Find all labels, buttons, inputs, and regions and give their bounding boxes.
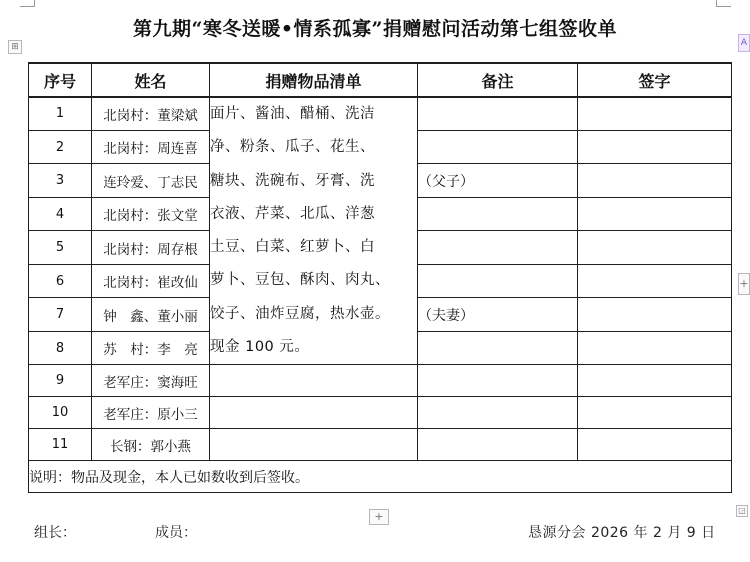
row-note[interactable] [418, 130, 578, 163]
row-signature-cell[interactable] [578, 97, 732, 130]
row-note[interactable]: （父子） [418, 164, 578, 197]
row-signature-cell[interactable] [578, 197, 732, 230]
items-line: 衣液、芹菜、北瓜、洋葱 [210, 205, 375, 222]
row-seq: 4 [29, 197, 92, 230]
row-signature-cell[interactable] [578, 164, 732, 197]
items-line: 糖块、洗碗布、牙膏、洗 [210, 172, 375, 189]
row-signature-cell[interactable] [578, 331, 732, 364]
add-column-plus-icon[interactable]: + [738, 273, 750, 295]
donation-items-cell [210, 97, 418, 365]
members-label: 成员： [155, 525, 197, 541]
explanation-note: 说明：物品及现金，本人已如数收到后签收。 [29, 461, 732, 493]
row-name: 老军庄：窦海旺 [92, 365, 210, 397]
table-row [29, 429, 732, 461]
add-row-plus-icon[interactable]: + [369, 509, 389, 525]
row-name: 苏 村：李 亮 [92, 331, 210, 364]
row-name: 老军庄：原小三 [92, 397, 210, 429]
row-items-cell[interactable] [210, 397, 418, 429]
row-note[interactable] [418, 365, 578, 397]
row-name: 连玲爱、丁志民 [92, 164, 210, 197]
row-signature-cell[interactable] [578, 429, 732, 461]
items-line: 萝卜、豆包、酥肉、肉丸、 [210, 272, 390, 289]
explanation-row [29, 461, 732, 493]
row-signature-cell[interactable] [578, 397, 732, 429]
header-name: 姓名 [92, 63, 210, 97]
row-seq: 5 [29, 231, 92, 264]
row-name: 北岗村：周连喜 [92, 130, 210, 163]
header-items: 捐赠物品清单 [210, 63, 418, 97]
row-name: 北岗村：张文堂 [92, 197, 210, 230]
row-note[interactable] [418, 264, 578, 297]
row-name: 北岗村：崔改仙 [92, 264, 210, 297]
row-note[interactable] [418, 97, 578, 130]
header-sign: 签字 [578, 63, 732, 97]
row-note[interactable] [418, 197, 578, 230]
items-line: 现金 100 元。 [210, 339, 310, 356]
row-name: 北岗村：董梁斌 [92, 97, 210, 130]
row-name: 北岗村：周存根 [92, 231, 210, 264]
document-title: 第九期“寒冬送暖•情系孤寡”捐赠慰问活动第七组签收单 [132, 18, 617, 40]
header-note: 备注 [418, 63, 578, 97]
crop-mark-top-left [20, 0, 35, 7]
items-line: 面片、酱油、醋桶、洗洁 [210, 106, 375, 122]
row-items-cell[interactable] [210, 429, 418, 461]
row-seq: 10 [29, 397, 92, 429]
assistant-tag-icon[interactable]: A [738, 34, 750, 52]
row-signature-cell[interactable] [578, 231, 732, 264]
row-note[interactable] [418, 429, 578, 461]
items-line: 净、粉条、瓜子、花生、 [210, 139, 375, 156]
row-name: 钟 鑫、董小丽 [92, 298, 210, 331]
row-name: 长钢：郭小燕 [92, 429, 210, 461]
crop-mark-top-right [716, 0, 731, 7]
table-move-handle-icon[interactable]: ⊞ [8, 40, 22, 54]
group-leader-label: 组长： [34, 525, 76, 541]
row-items-cell[interactable] [210, 365, 418, 397]
row-signature-cell[interactable] [578, 264, 732, 297]
items-line: 土豆、白菜、红萝卜、白 [210, 239, 375, 256]
row-note[interactable] [418, 231, 578, 264]
row-seq: 6 [29, 264, 92, 297]
row-seq: 9 [29, 365, 92, 397]
branch-date-line: 恳源分会 2026 年 2 月 9 日 [528, 525, 716, 541]
row-note[interactable] [418, 397, 578, 429]
table-resize-handle-icon[interactable]: ◲ [736, 505, 748, 517]
row-seq: 7 [29, 298, 92, 331]
row-seq: 11 [29, 429, 92, 461]
row-signature-cell[interactable] [578, 130, 732, 163]
table-row [29, 397, 732, 429]
row-seq: 2 [29, 130, 92, 163]
header-seq: 序号 [29, 63, 92, 97]
items-line: 饺子、油炸豆腐，热水壶。 [210, 305, 390, 322]
sign-in-table [28, 62, 732, 493]
table-row [29, 365, 732, 397]
table-header-row [29, 63, 732, 97]
row-seq: 8 [29, 331, 92, 364]
row-signature-cell[interactable] [578, 365, 732, 397]
table-row [29, 97, 732, 130]
row-note[interactable]: （夫妻） [418, 298, 578, 331]
row-seq: 1 [29, 97, 92, 130]
row-seq: 3 [29, 164, 92, 197]
row-note[interactable] [418, 331, 578, 364]
row-signature-cell[interactable] [578, 298, 732, 331]
